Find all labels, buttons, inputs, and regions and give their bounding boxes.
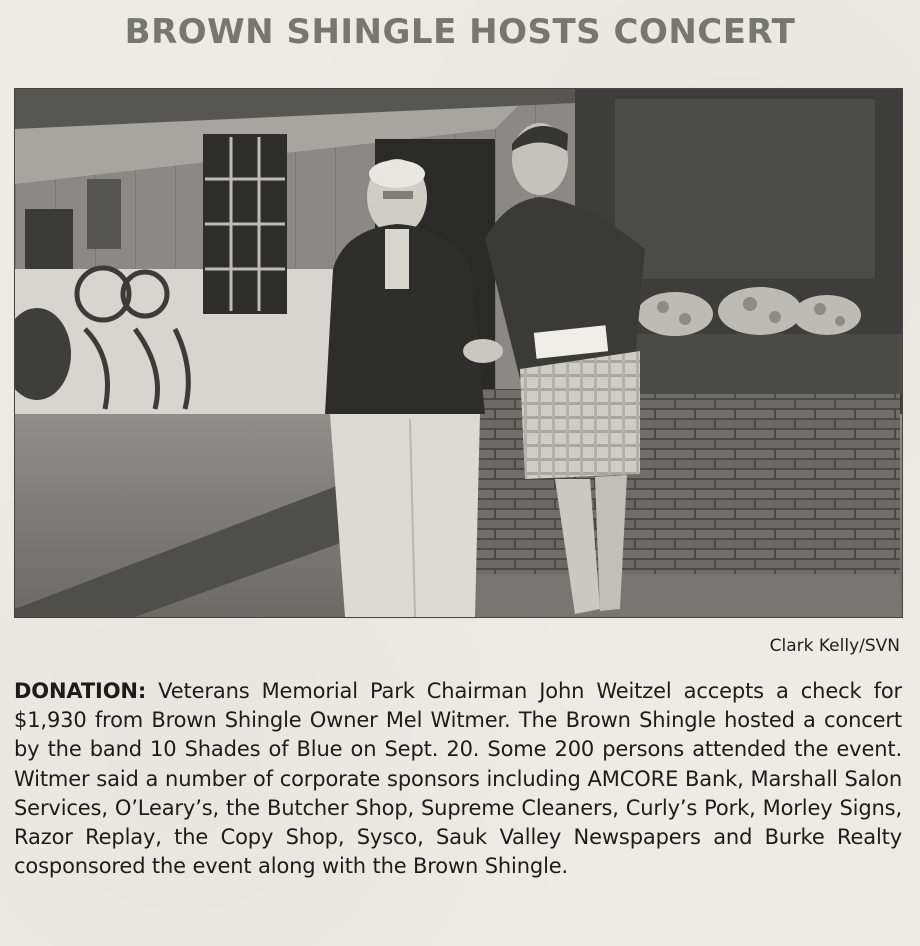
- caption-label: DONATION:: [14, 679, 147, 703]
- headline: BROWN SHINGLE HOSTS CONCERT: [124, 12, 796, 52]
- news-photo: [14, 88, 903, 618]
- photo-credit: Clark Kelly/SVN: [769, 636, 900, 656]
- photo-illustration: [15, 89, 902, 617]
- photo-caption: [14, 677, 902, 881]
- caption-text: Veterans Memorial Park Chairman John Weitzel accepts a check for $1,930 from Brown Shingle Owner Mel Witmer. The Brown Shingle hosted a concert by the band 10 Shades of Blue on Sept. 20. Some 200 persons attended the event. Witmer said a number of corporate sponsors including AMCORE Bank, Marshall Salon Services, O’Leary’s, the Butcher Shop, Supreme Cleaners, Curly’s Pork, Morley Signs, Razor Replay, the Copy Shop, Sysco, Sauk Valley Newspapers and Burke Realty cosponsored the event along with the Brown Shingle.: [14, 679, 902, 879]
